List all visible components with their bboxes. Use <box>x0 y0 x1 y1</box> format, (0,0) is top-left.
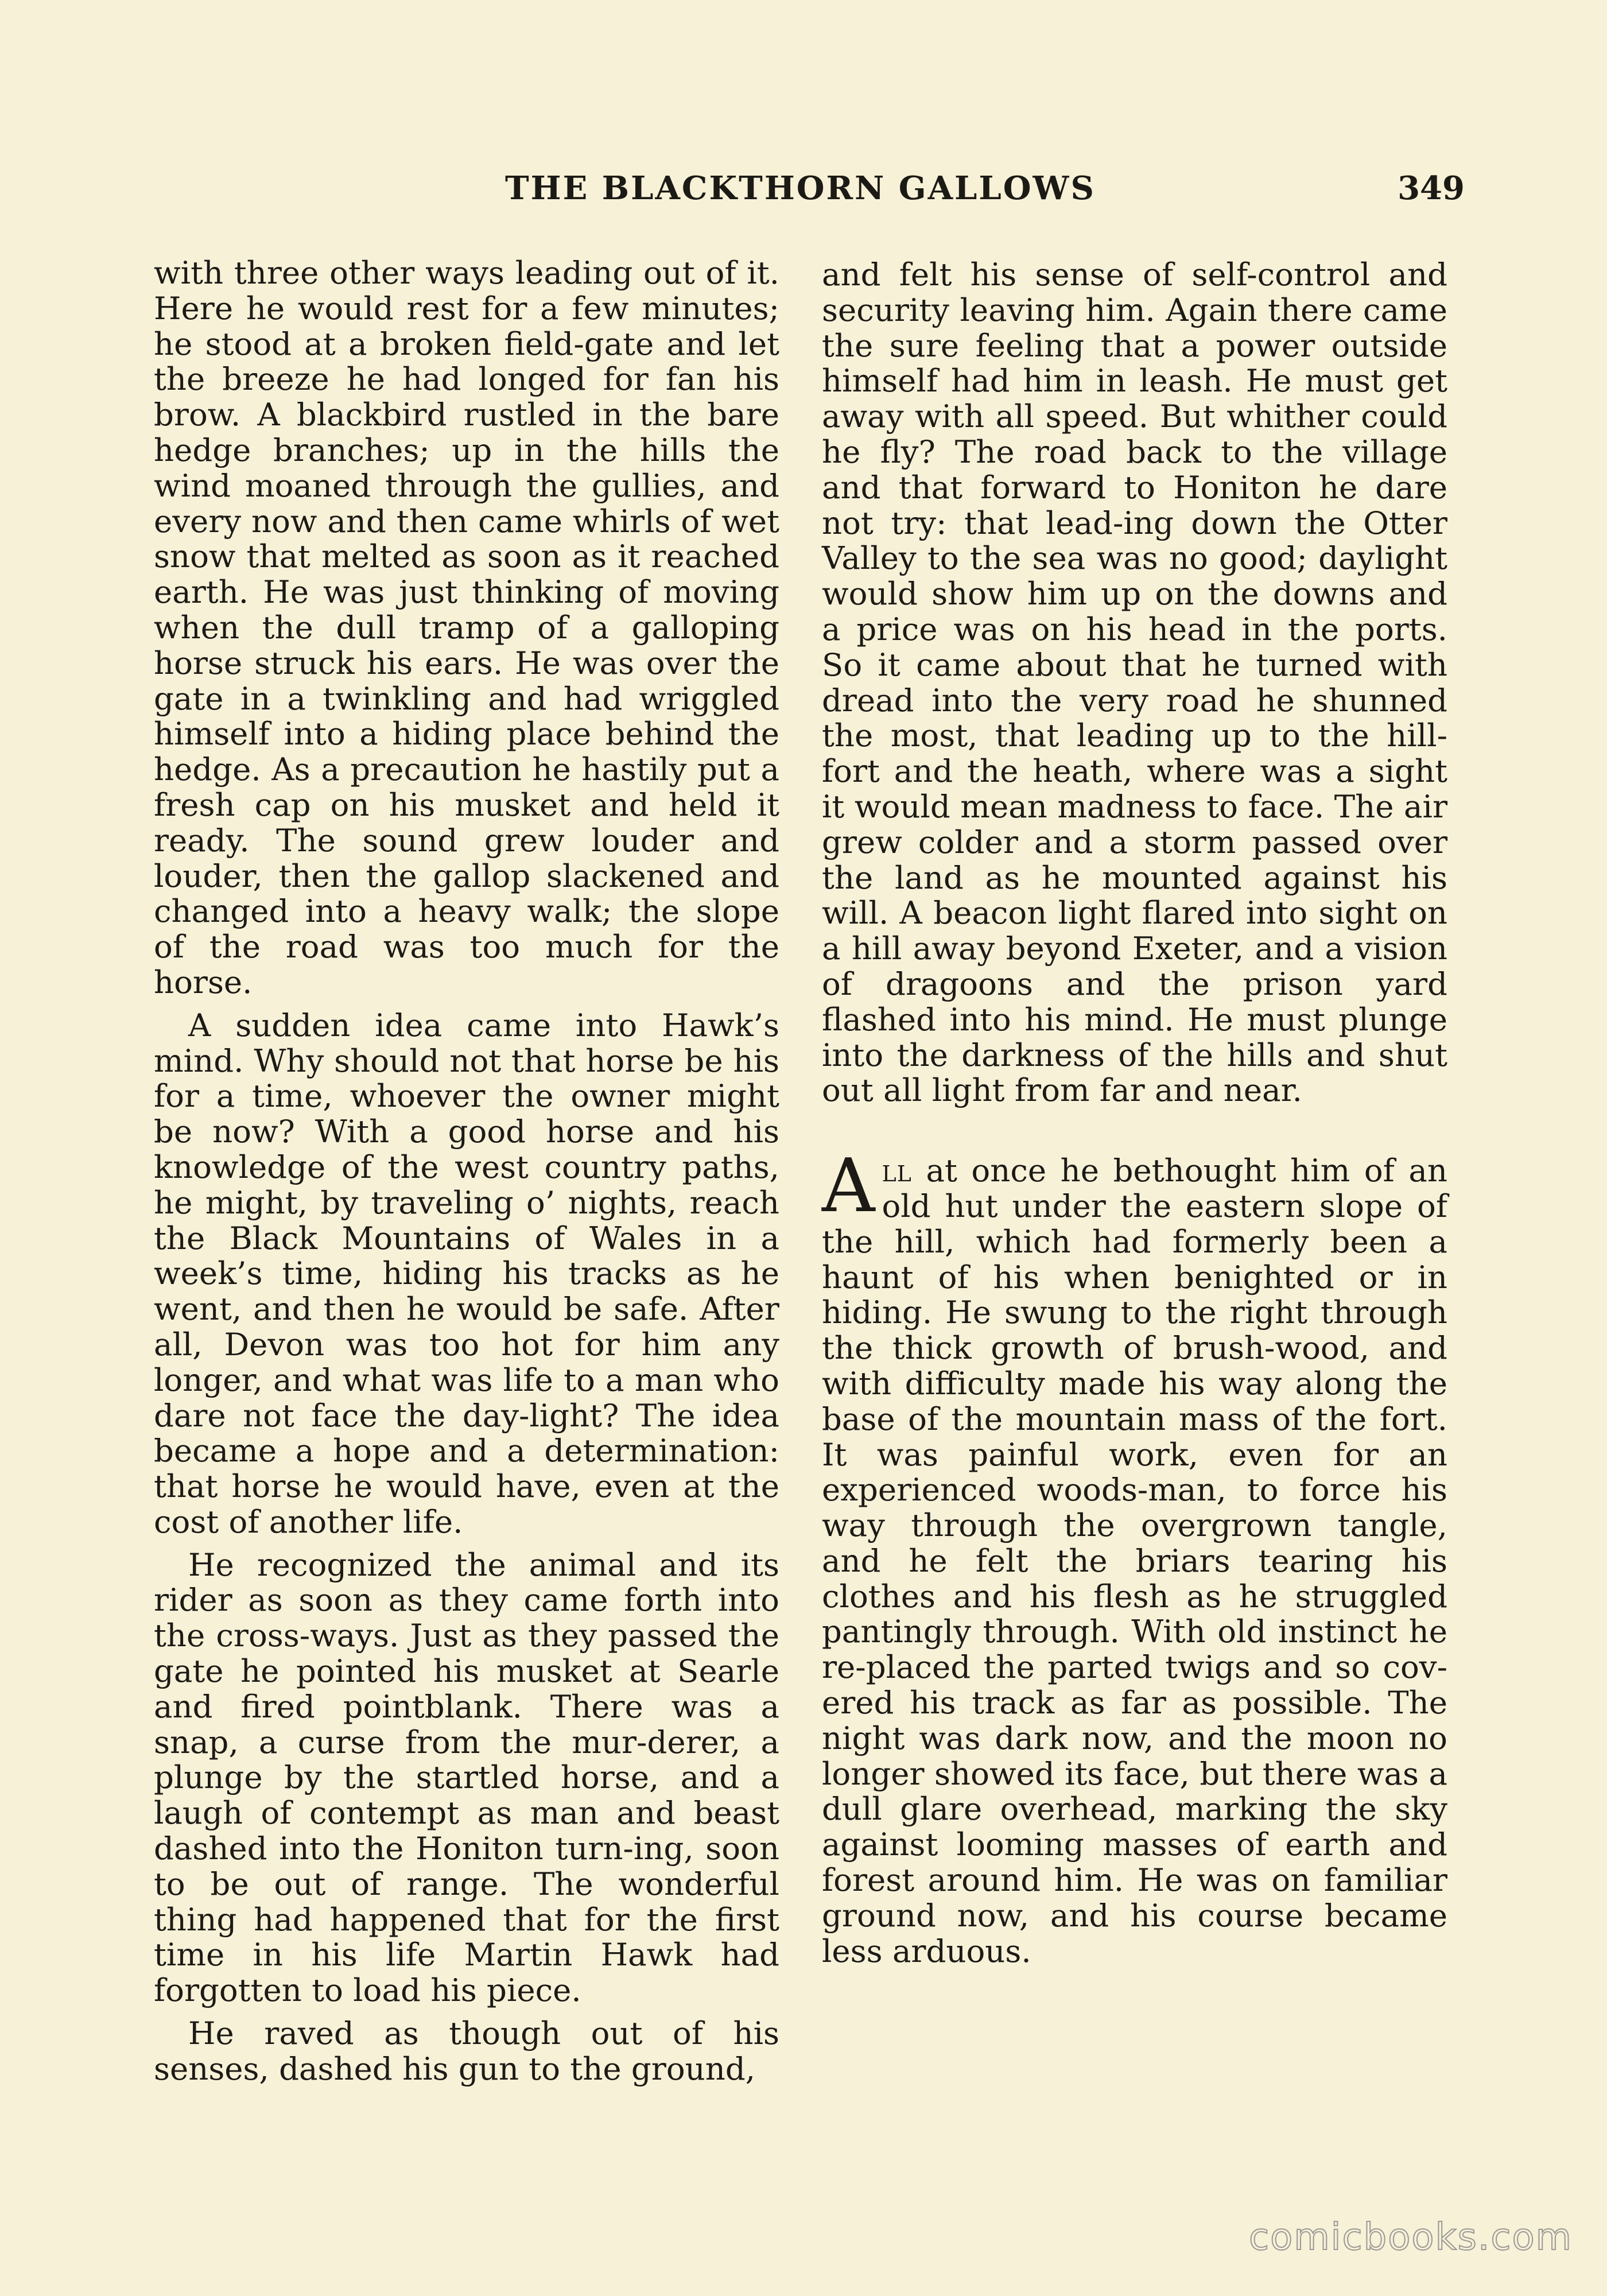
right-paragraph-2-text: at once he bethought him of an old hut under the eastern slope of the hill, which had formerly been a haunt of his when benighted or in hiding. He swung to the right through the thick growth of brush-wood, and with difficulty made his way along the base of the mountain mass of the fort. It was painful work, even for an experienced woods-man, to force his way through the overgrown tangle, and he felt the briars tearing his clothes and his flesh as he struggled pantingly through. With old instinct he re-placed the parted twigs and so cov-ered his track as far as possible. The night was dark now, and the moon no longer showed its face, but there was a dull glare overhead, marking the sky against looming masses of earth and forest around him. He was on familiar ground now, and his course became less arduous. <box>822 1152 1447 1969</box>
left-paragraph-1: with three other ways leading out of it. Here he would rest for a few minutes; he stood at a broken field-gate and let the breeze he had longed for fan his brow. A blackbird rustled in the bare hedge branches; up in the hills the wind moaned through the gullies, and every now and then came whirls of wet snow that melted as soon as it reached earth. He was just thinking of moving when the dull tramp of a galloping horse struck his ears. He was over the gate in a twinkling and had wriggled himself into a hiding place behind the hedge. As a precaution he hastily put a fresh cap on his musket and held it ready. The sound grew louder and louder, then the gallop slackened and changed into a heavy walk; the slope of the road was too much for the horse. <box>154 254 779 1000</box>
page-number: 349 <box>1398 169 1465 207</box>
watermark-logo: comicbooks.com <box>1248 2216 1573 2259</box>
right-paragraph-2 <box>822 1143 1447 1969</box>
small-caps-lead: ll <box>882 1152 912 1189</box>
left-column <box>154 255 779 2095</box>
right-column <box>822 257 1447 1976</box>
right-paragraph-1: and felt his sense of self-control and security leaving him. Again there came the sure feeling that a power outside himself had him in leash. He must get away with all speed. But whither could he fly? The road back to the village and that forward to Honiton he dare not try: that lead-ing down the Otter Valley to the sea was no good; daylight would show him up on the downs and a price was on his head in the ports. So it came about that he turned with dread into the very road he shunned the most, that leading up to the hill-fort and the heath, where was a sight it would mean madness to face. The air grew colder and a storm passed over the land as he mounted against his will. A beacon light flared into sight on a hill away beyond Exeter, and a vision of dragoons and the prison yard flashed into his mind. He must plunge into the darkness of the hills and shut out all light from far and near. <box>822 256 1447 1109</box>
left-paragraph-3: He recognized the animal and its rider as soon as they came forth into the cross-ways. Just as they passed the gate he pointed his musket at Searle and fired pointblank. There was a snap, a curse from the mur-derer, a plunge by the startled horse, and a laugh of contempt as man and beast dashed into the Honiton turn-ing, soon to be out of range. The wonderful thing had happened that for the first time in his life Martin Hawk had forgotten to load his piece. <box>154 1546 779 2009</box>
running-title: THE BLACKTHORN GALLOWS <box>505 169 1096 207</box>
drop-cap: A <box>822 1143 875 1230</box>
left-paragraph-4: He raved as though out of his senses, dashed his gun to the ground, <box>154 2015 779 2087</box>
left-paragraph-2: A sudden idea came into Hawk’s mind. Why should not that horse be his for a time, whoever the owner might be now? With a good horse and his knowledge of the west country paths, he might, by traveling o’ nights, reach the Black Mountains of Wales in a week’s time, hiding his tracks as he went, and then he would be safe. After all, Devon was too hot for him any longer, and what was life to a man who dare not face the day-light? The idea became a hope and a determination: that horse he would have, even at the cost of another life. <box>154 1006 779 1540</box>
page-header <box>0 169 1607 215</box>
